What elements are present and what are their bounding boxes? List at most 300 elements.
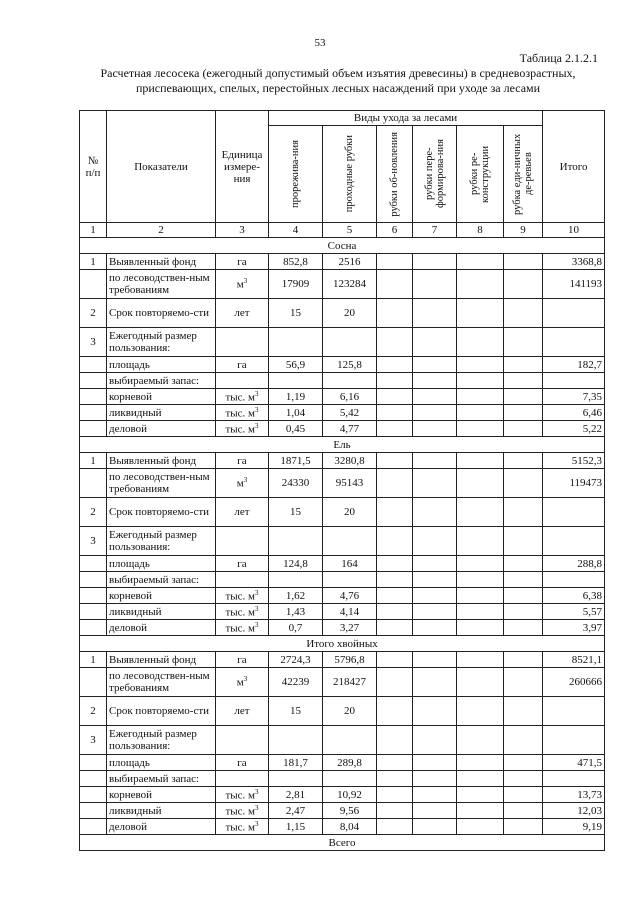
row-label: деловой	[107, 421, 216, 437]
table-row	[80, 328, 605, 357]
cell-col8	[457, 652, 504, 668]
cell-total: 471,5	[543, 755, 605, 771]
cell-col8	[457, 572, 504, 588]
cell-col6	[377, 270, 413, 299]
cell-col8	[457, 389, 504, 405]
cell-total	[543, 527, 605, 556]
row-number	[80, 357, 107, 373]
cell-col9	[504, 270, 543, 299]
row-number	[80, 405, 107, 421]
cell-col4	[269, 726, 323, 755]
row-number	[80, 803, 107, 819]
row-label: Срок повторяемо-сти	[107, 697, 216, 726]
cell-col9	[504, 819, 543, 835]
row-unit: тыс. $м^3$	[216, 405, 269, 421]
cell-col7	[413, 498, 457, 527]
row-number: 1	[80, 254, 107, 270]
table-row	[80, 697, 605, 726]
row-number	[80, 270, 107, 299]
row-unit: га	[216, 755, 269, 771]
cell-col7	[413, 527, 457, 556]
row-label: корневой	[107, 588, 216, 604]
row-number	[80, 668, 107, 697]
cell-col7	[413, 588, 457, 604]
cell-col9	[504, 405, 543, 421]
cell-col9	[504, 357, 543, 373]
cell-col7	[413, 819, 457, 835]
row-label: площадь	[107, 556, 216, 572]
cell-col5: 2516	[323, 254, 377, 270]
cell-col9	[504, 469, 543, 498]
cell-total: 5,57	[543, 604, 605, 620]
row-unit: $м^3$	[216, 270, 269, 299]
cell-col8	[457, 328, 504, 357]
cell-col7	[413, 755, 457, 771]
cell-col7	[413, 726, 457, 755]
cell-col4: 56,9	[269, 357, 323, 373]
cell-col9	[504, 652, 543, 668]
table-row	[80, 604, 605, 620]
cell-col4: 15	[269, 498, 323, 527]
row-unit: га	[216, 453, 269, 469]
cell-col7	[413, 556, 457, 572]
cell-col8	[457, 469, 504, 498]
row-label: Срок повторяемо-сти	[107, 498, 216, 527]
cell-col8	[457, 819, 504, 835]
column-number: 10	[543, 223, 605, 238]
cell-col6	[377, 453, 413, 469]
cell-col9	[504, 453, 543, 469]
row-number: 2	[80, 498, 107, 527]
header-care-types: Виды ухода за лесами	[269, 111, 543, 126]
table-row	[80, 405, 605, 421]
cell-col7	[413, 299, 457, 328]
table-row	[80, 652, 605, 668]
cell-total: 6,38	[543, 588, 605, 604]
cell-col9	[504, 527, 543, 556]
cell-col5: 20	[323, 498, 377, 527]
cell-col8	[457, 498, 504, 527]
cell-col7	[413, 652, 457, 668]
cell-col8	[457, 373, 504, 389]
cell-col5: 5,42	[323, 405, 377, 421]
table-row	[80, 469, 605, 498]
row-unit	[216, 328, 269, 357]
row-number: 3	[80, 328, 107, 357]
row-label: корневой	[107, 787, 216, 803]
cell-total: 5,22	[543, 421, 605, 437]
row-unit: лет	[216, 697, 269, 726]
cell-col4: 2,81	[269, 787, 323, 803]
cell-col5: 164	[323, 556, 377, 572]
row-number	[80, 469, 107, 498]
cell-col8	[457, 803, 504, 819]
cell-total: 141193	[543, 270, 605, 299]
cell-col7	[413, 803, 457, 819]
header-col4: прорежива-ния	[269, 126, 323, 223]
cell-col8	[457, 254, 504, 270]
header-indicator: Показатели	[107, 111, 216, 223]
cell-total: 7,35	[543, 389, 605, 405]
cell-col7	[413, 270, 457, 299]
row-unit: тыс. $м^3$	[216, 787, 269, 803]
cell-col8	[457, 668, 504, 697]
cell-total: 6,46	[543, 405, 605, 421]
cell-total: 8521,1	[543, 652, 605, 668]
table-row	[80, 254, 605, 270]
cell-col5: 9,56	[323, 803, 377, 819]
cell-col8	[457, 405, 504, 421]
column-number: 6	[377, 223, 413, 238]
cell-col9	[504, 373, 543, 389]
row-label: по лесоводствен-ным требованиям	[107, 469, 216, 498]
cell-col5: 5796,8	[323, 652, 377, 668]
row-label: ликвидный	[107, 405, 216, 421]
table-row	[80, 421, 605, 437]
cell-total	[543, 299, 605, 328]
cell-col5: 20	[323, 299, 377, 328]
cell-col6	[377, 556, 413, 572]
cell-col8	[457, 604, 504, 620]
header-col5: проходные рубки	[323, 126, 377, 223]
cell-col7	[413, 697, 457, 726]
cell-col7	[413, 604, 457, 620]
cell-col6	[377, 620, 413, 636]
cell-col8	[457, 527, 504, 556]
header-col8: рубки ре-конструкции	[457, 126, 504, 223]
row-unit: га	[216, 254, 269, 270]
row-label: деловой	[107, 819, 216, 835]
row-number	[80, 373, 107, 389]
cell-total	[543, 726, 605, 755]
row-number	[80, 421, 107, 437]
table-row	[80, 572, 605, 588]
cell-total: 3368,8	[543, 254, 605, 270]
row-number	[80, 787, 107, 803]
cell-col7	[413, 787, 457, 803]
row-label: по лесоводствен-ным требованиям	[107, 668, 216, 697]
cell-total: 3,97	[543, 620, 605, 636]
cell-col9	[504, 755, 543, 771]
cell-total	[543, 373, 605, 389]
cell-col5: 4,76	[323, 588, 377, 604]
row-number	[80, 588, 107, 604]
cell-col5	[323, 373, 377, 389]
cell-col8	[457, 453, 504, 469]
cell-col9	[504, 254, 543, 270]
cell-col8	[457, 299, 504, 328]
cell-col6	[377, 787, 413, 803]
cell-col4: 24330	[269, 469, 323, 498]
row-unit: тыс. $м^3$	[216, 803, 269, 819]
row-label: Ежегодный размер пользования:	[107, 726, 216, 755]
cell-col7	[413, 421, 457, 437]
section-title: Всего	[80, 835, 605, 851]
row-unit	[216, 726, 269, 755]
cell-col8	[457, 270, 504, 299]
table-row	[80, 726, 605, 755]
cell-col5	[323, 572, 377, 588]
row-unit: тыс. $м^3$	[216, 588, 269, 604]
row-label: выбираемый запас:	[107, 572, 216, 588]
cell-col8	[457, 620, 504, 636]
cell-col9	[504, 328, 543, 357]
cell-col8	[457, 771, 504, 787]
cell-total	[543, 572, 605, 588]
row-number: 2	[80, 697, 107, 726]
row-number	[80, 572, 107, 588]
cell-col6	[377, 405, 413, 421]
cell-col9	[504, 498, 543, 527]
table-row	[80, 270, 605, 299]
row-unit: га	[216, 556, 269, 572]
cell-col4	[269, 771, 323, 787]
column-number: 1	[80, 223, 107, 238]
cell-total	[543, 771, 605, 787]
cell-col5: 4,77	[323, 421, 377, 437]
row-label: площадь	[107, 357, 216, 373]
column-number: 8	[457, 223, 504, 238]
row-number	[80, 620, 107, 636]
cell-col4: 1,04	[269, 405, 323, 421]
cell-col8	[457, 697, 504, 726]
row-label: ликвидный	[107, 803, 216, 819]
table-caption: Расчетная лесосека (ежегодный допустимый объем изъятия древесины) в средневозрастных, приспевающих, спелых, перестойных лесных насаждений при уходе за лесами	[100, 66, 576, 95]
cell-total: 12,03	[543, 803, 605, 819]
cell-total: 5152,3	[543, 453, 605, 469]
cell-col4	[269, 373, 323, 389]
cell-col4: 15	[269, 697, 323, 726]
cell-col9	[504, 604, 543, 620]
cell-col7	[413, 668, 457, 697]
cell-col7	[413, 771, 457, 787]
cell-col6	[377, 299, 413, 328]
cell-col6	[377, 819, 413, 835]
cell-col9	[504, 726, 543, 755]
section-title-row	[80, 636, 605, 652]
cell-col4	[269, 572, 323, 588]
cell-col4	[269, 527, 323, 556]
cell-total: 182,7	[543, 357, 605, 373]
row-label: по лесоводствен-ным требованиям	[107, 270, 216, 299]
cell-col6	[377, 803, 413, 819]
cell-col4: 2,47	[269, 803, 323, 819]
row-unit	[216, 373, 269, 389]
row-unit: тыс. $м^3$	[216, 389, 269, 405]
section-title: Ель	[80, 437, 605, 453]
table-row	[80, 357, 605, 373]
row-unit	[216, 527, 269, 556]
cell-total: 288,8	[543, 556, 605, 572]
section-title: Итого хвойных	[80, 636, 605, 652]
cell-col7	[413, 328, 457, 357]
row-label: выбираемый запас:	[107, 771, 216, 787]
column-number-row	[80, 223, 605, 238]
cell-col5	[323, 771, 377, 787]
row-unit: га	[216, 652, 269, 668]
cell-total	[543, 697, 605, 726]
cell-col4: 1,43	[269, 604, 323, 620]
cell-col9	[504, 572, 543, 588]
column-number: 4	[269, 223, 323, 238]
table-row	[80, 771, 605, 787]
row-number: 1	[80, 652, 107, 668]
cell-col6	[377, 357, 413, 373]
cell-col4: 1,19	[269, 389, 323, 405]
cell-col5: 4,14	[323, 604, 377, 620]
cell-col8	[457, 787, 504, 803]
section-title-row	[80, 835, 605, 851]
cell-col5: 218427	[323, 668, 377, 697]
cell-col7	[413, 572, 457, 588]
row-number	[80, 819, 107, 835]
cell-col9	[504, 389, 543, 405]
cell-col9	[504, 668, 543, 697]
cell-total: 13,73	[543, 787, 605, 803]
row-unit	[216, 572, 269, 588]
cell-col6	[377, 572, 413, 588]
table-row	[80, 803, 605, 819]
cell-col6	[377, 328, 413, 357]
page-number: 53	[314, 37, 326, 49]
cell-col9	[504, 787, 543, 803]
cell-col4: 42239	[269, 668, 323, 697]
cell-col5: 289,8	[323, 755, 377, 771]
cell-col4: 17909	[269, 270, 323, 299]
cell-col7	[413, 620, 457, 636]
cell-col4: 1,62	[269, 588, 323, 604]
row-unit: лет	[216, 299, 269, 328]
row-unit: лет	[216, 498, 269, 527]
cell-col9	[504, 588, 543, 604]
cell-col8	[457, 357, 504, 373]
cell-col4: 15	[269, 299, 323, 328]
cell-col6	[377, 697, 413, 726]
row-label: ликвидный	[107, 604, 216, 620]
row-unit: тыс. $м^3$	[216, 819, 269, 835]
cell-col5: 95143	[323, 469, 377, 498]
table-row	[80, 620, 605, 636]
table-header	[80, 111, 605, 238]
cell-col8	[457, 421, 504, 437]
cell-col4	[269, 328, 323, 357]
table-row	[80, 373, 605, 389]
cell-col6	[377, 373, 413, 389]
cell-col6	[377, 498, 413, 527]
cell-col7	[413, 357, 457, 373]
table-row	[80, 755, 605, 771]
cell-col5: 10,92	[323, 787, 377, 803]
cell-col4: 852,8	[269, 254, 323, 270]
cell-col8	[457, 588, 504, 604]
cell-col8	[457, 726, 504, 755]
row-label: площадь	[107, 755, 216, 771]
row-unit: $м^3$	[216, 469, 269, 498]
cell-col4: 2724,3	[269, 652, 323, 668]
cell-col6	[377, 527, 413, 556]
row-number	[80, 389, 107, 405]
table-row	[80, 588, 605, 604]
cell-col7	[413, 373, 457, 389]
cell-total	[543, 498, 605, 527]
cell-col6	[377, 755, 413, 771]
column-number: 7	[413, 223, 457, 238]
cell-col6	[377, 771, 413, 787]
header-unit: Единица измере-ния	[216, 111, 269, 223]
row-number: 3	[80, 726, 107, 755]
cell-col6	[377, 604, 413, 620]
cell-col6	[377, 726, 413, 755]
row-unit: тыс. $м^3$	[216, 421, 269, 437]
cell-col5	[323, 527, 377, 556]
cell-col9	[504, 620, 543, 636]
cell-col5: 3280,8	[323, 453, 377, 469]
row-label: корневой	[107, 389, 216, 405]
row-number: 2	[80, 299, 107, 328]
table-row	[80, 453, 605, 469]
table-row	[80, 819, 605, 835]
cell-col4: 1,15	[269, 819, 323, 835]
cell-total	[543, 328, 605, 357]
row-unit: га	[216, 357, 269, 373]
cell-col7	[413, 389, 457, 405]
row-label: Выявленный фонд	[107, 652, 216, 668]
section-title-row	[80, 437, 605, 453]
cell-col9	[504, 299, 543, 328]
cell-col5: 8,04	[323, 819, 377, 835]
table-number: Таблица 2.1.2.1	[519, 51, 598, 65]
row-number	[80, 771, 107, 787]
cell-total: 9,19	[543, 819, 605, 835]
table-row	[80, 556, 605, 572]
cell-col5	[323, 726, 377, 755]
cell-col7	[413, 469, 457, 498]
cell-col4: 124,8	[269, 556, 323, 572]
table-row	[80, 527, 605, 556]
table-row	[80, 299, 605, 328]
column-number: 9	[504, 223, 543, 238]
row-number: 3	[80, 527, 107, 556]
header-total: Итого	[543, 111, 605, 223]
cell-col9	[504, 771, 543, 787]
cell-total: 119473	[543, 469, 605, 498]
section-title-row	[80, 238, 605, 254]
cell-col5	[323, 328, 377, 357]
row-label: Срок повторяемо-сти	[107, 299, 216, 328]
allowable-cut-table	[79, 110, 605, 851]
cell-col7	[413, 405, 457, 421]
column-number: 3	[216, 223, 269, 238]
row-number: 1	[80, 453, 107, 469]
cell-col9	[504, 803, 543, 819]
row-number	[80, 604, 107, 620]
cell-col5: 6,16	[323, 389, 377, 405]
cell-col8	[457, 755, 504, 771]
cell-col8	[457, 556, 504, 572]
cell-col5: 20	[323, 697, 377, 726]
cell-col6	[377, 588, 413, 604]
header-num: № п/п	[80, 111, 107, 223]
header-col9: рубка еди-ничных де-ревьев	[504, 126, 543, 223]
cell-col6	[377, 668, 413, 697]
table-row	[80, 668, 605, 697]
cell-col7	[413, 453, 457, 469]
row-unit: тыс. $м^3$	[216, 620, 269, 636]
cell-col6	[377, 469, 413, 498]
table-row	[80, 498, 605, 527]
column-number: 5	[323, 223, 377, 238]
row-unit	[216, 771, 269, 787]
